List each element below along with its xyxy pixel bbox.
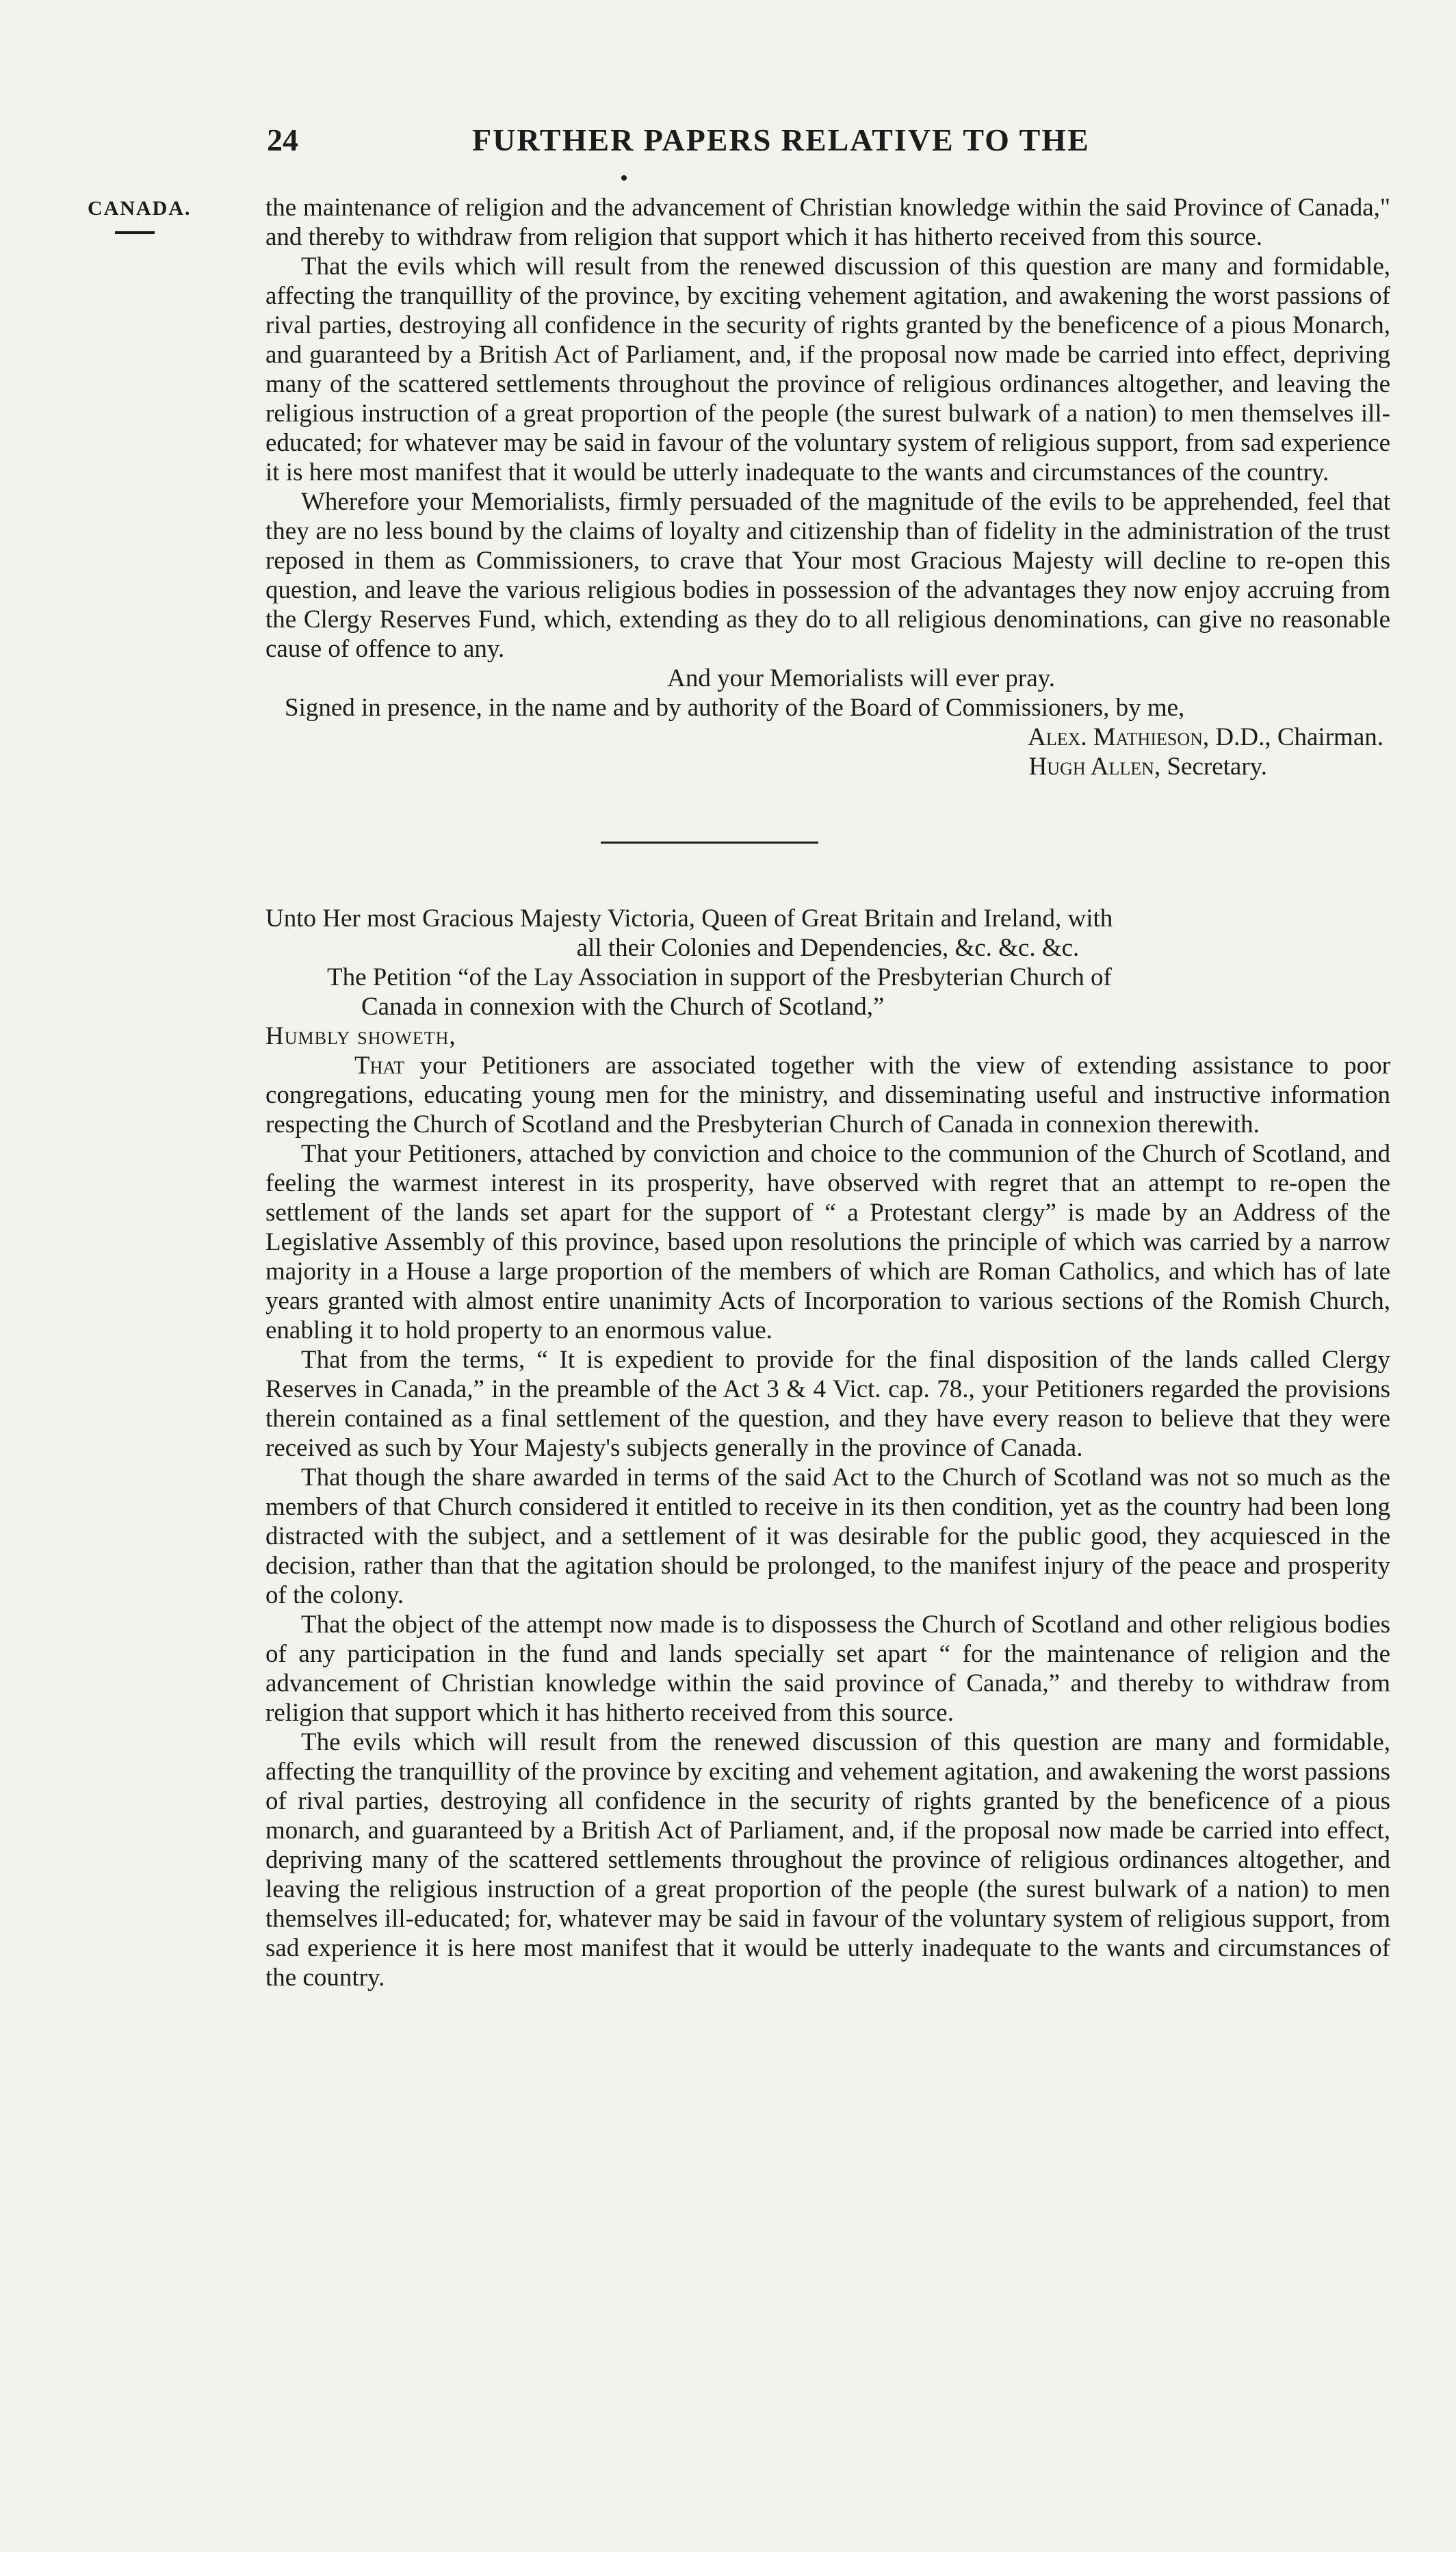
signature-secretary-title: , Secretary. — [1154, 753, 1267, 781]
margin-rule — [115, 231, 155, 234]
signature-chairman-name: Alex. Mathieson — [1028, 723, 1203, 751]
petition-paragraph-5: That the object of the attempt now made is to dispossess the Church of Scotland and other religious bodies of any participation in the fund and lands specially set apart “ for the maintenance of religion and the advancement of Christian knowledge within the said province of Canada,” and thereby to withdraw from religion that support which it has hitherto received from this source. — [265, 1611, 1390, 1727]
petition-address-line-1: Unto Her most Gracious Majesty Victoria, Queen of Great Britain and Ireland, with — [265, 904, 1113, 933]
memorial-closing: And your Memorialists will ever pray. — [667, 664, 1055, 692]
petition-title — [265, 963, 1390, 1021]
memorial-paragraph-1: the maintenance of religion and the advancement of Christian knowledge within the said Province of Canada," and thereby to withdraw from religion that support which it has hitherto received from this source. — [265, 194, 1390, 251]
petition-title-line-2: Canada in connexion with the Church of Scotland,” — [361, 993, 885, 1021]
petition-title-line-1: The Petition “of the Lay Association in support of the Presbyterian Church of — [327, 963, 1112, 991]
margin-label-canada: CANADA. — [88, 197, 192, 220]
petition-first-word: That — [354, 1052, 405, 1080]
page-header — [267, 122, 1389, 170]
printer-dot-mark — [621, 175, 627, 181]
petition-paragraph-1-text: your Petitioners are associated together with the view of extending assistance to poor congregations, educating young men for the ministry, and disseminating useful and instructive information respecting the Church of Scotland and the Presbyterian Church of Canada in connexion therewith. — [265, 1052, 1390, 1138]
petition-paragraph-3: That from the terms, “ It is expedient to provide for the final disposition of the lands called Clergy Reserves in Canada,” in the preamble of the Act 3 & 4 Vict. cap. 78., your Petitioners regarded the provisions therein contained as a final settlement of the question, and they have every reason to believe that they were received as such by Your Majesty's subjects generally in the province of Canada. — [265, 1346, 1390, 1462]
memorial-paragraph-2: That the evils which will result from the renewed discussion of this question are many and formidable, affecting the tranquillity of the province, by exciting vehement agitation, and awakening the worst passions of rival parties, destroying all confidence in the security of rights granted by the beneficence of a pious Monarch, and guaranteed by a British Act of Parliament, and, if the proposal now made be carried into effect, depriving many of the scattered settlements throughout the province of religious ordinances altogether, and leaving the religious instruction of a great proportion of the people (the surest bulwark of a nation) to men themselves ill-educated; for whatever may be said in favour of the voluntary system of religious support, from sad experience it is here most manifest that it would be utterly inadequate to the wants and circumstances of the country. — [265, 252, 1390, 486]
section-divider — [601, 842, 818, 844]
petition-paragraph-2: That your Petitioners, attached by conviction and choice to the communion of the Church of Scotland, and feeling the warmest interest in its prosperity, have observed with regret that an attempt to re-open the settlement of the lands set apart for the support of “ a Protestant clergy” is made by an Address of the Legislative Assembly of this province, based upon resolutions the principle of which was carried by a narrow majority in a House a large proportion of the members of which are Roman Catholics, and which has of late years granted with almost entire unanimity Acts of Incorporation to various sections of the Romish Church, enabling it to hold property to an enormous value. — [265, 1140, 1390, 1344]
memorial-paragraph-3: Wherefore your Memorialists, firmly persuaded of the magnitude of the evils to be apprehended, feel that they are no less bound by the claims of loyalty and citizenship than of fidelity in the administration of the trust reposed in them as Commissioners, to crave that Your most Gracious Majesty will decline to re-open this question, and leave the various religious bodies in possession of the advantages they now enjoy accruing from the Clergy Reserves Fund, which, extending as they do to all religious denominations, can give no reasonable cause of offence to any. — [265, 488, 1390, 663]
page-number: 24 — [267, 122, 298, 157]
memorial-signed-line: Signed in presence, in the name and by authority of the Board of Commissioners, by me, — [285, 694, 1185, 722]
signature-chairman — [265, 722, 1390, 752]
signature-secretary — [265, 752, 1390, 781]
body-text — [265, 193, 1390, 1992]
signature-chairman-title: , D.D., Chairman. — [1202, 723, 1383, 751]
signature-secretary-name: Hugh Allen — [1028, 753, 1154, 781]
petition-paragraph-4: That though the share awarded in terms of the said Act to the Church of Scotland was not so much as the members of that Church considered it entitled to receive in its then condition, yet as the country had been long distracted with the subject, and a settlement of it was desirable for the public good, they acquiesced in the decision, rather than that the agitation should be prolonged, to the manifest injury of the peace and prosperity of the colony. — [265, 1463, 1390, 1609]
petition-address-line-2: all their Colonies and Dependencies, &c. &c. &c. — [576, 934, 1080, 962]
running-head: FURTHER PAPERS RELATIVE TO THE — [472, 122, 1090, 157]
humbly-showeth: Humbly showeth, — [265, 1022, 456, 1050]
petition-address — [265, 904, 1390, 963]
petition-paragraph-6: The evils which will result from the renewed discussion of this question are many and formidable, affecting the tranquillity of the province by exciting and vehement agitation, and awakening the worst passions of rival parties, destroying all confidence in the security of rights granted by the beneficence of a pious monarch, and guaranteed by a British Act of Parliament, and, if the proposal now made be carried into effect, depriving many of the scattered settlements throughout the province of religious ordinances altogether, and leaving the religious instruction of a great proportion of the people (the surest bulwark of a nation) to men themselves ill-educated; for, whatever may be said in favour of the voluntary system of religious support, from sad experience it is here most manifest that it would be utterly inadequate to the wants and circumstances of the country. — [265, 1728, 1390, 1992]
petition-paragraph-1 — [265, 1051, 1390, 1139]
